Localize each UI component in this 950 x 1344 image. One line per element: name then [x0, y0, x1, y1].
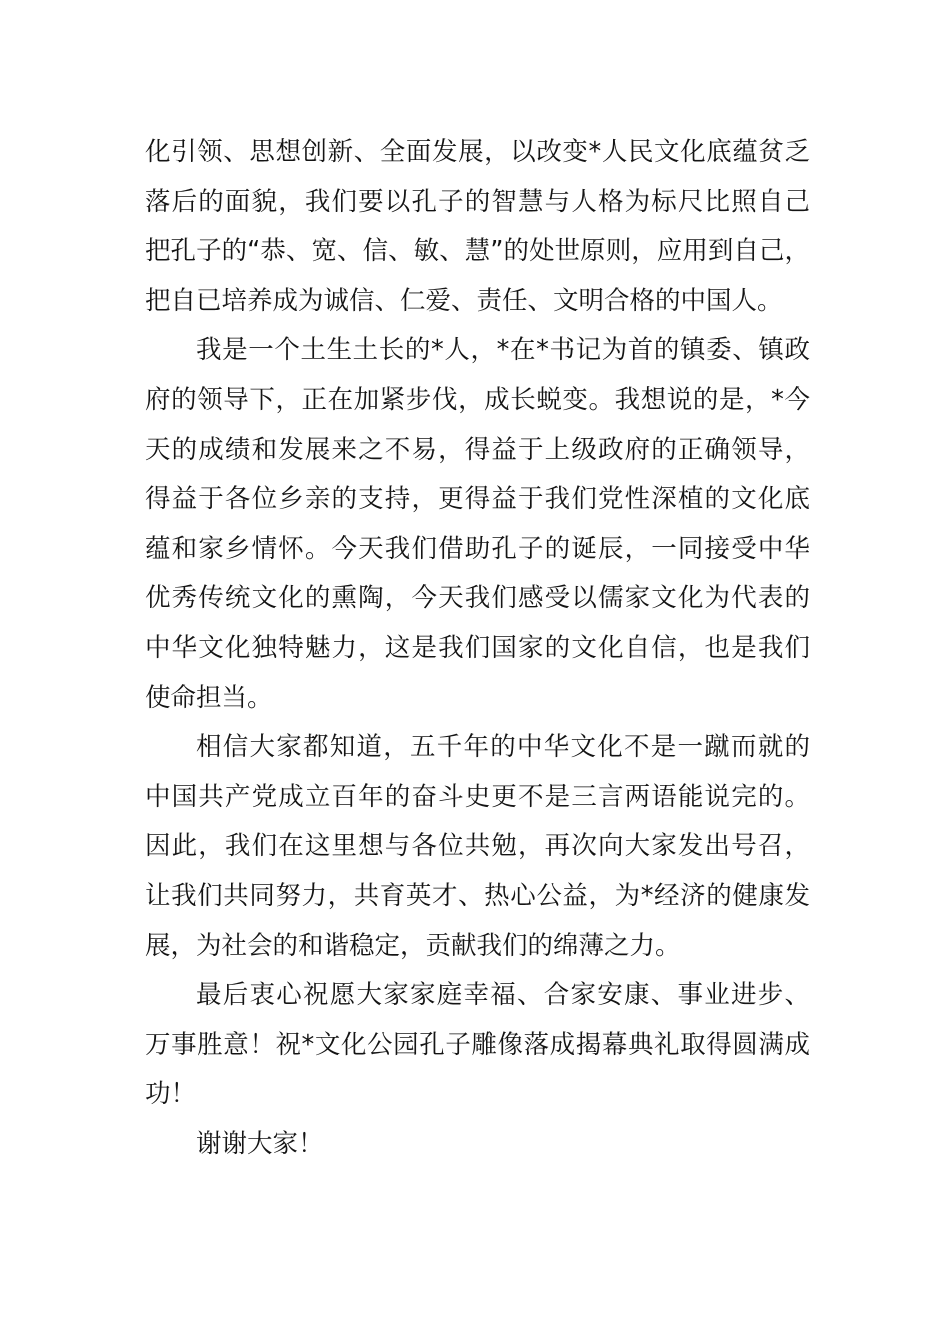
paragraph-2-line-4: 得益于各位乡亲的支持，更得益于我们党性深植的文化底 — [145, 484, 810, 515]
paragraph-3-line-3: 因此，我们在这里想与各位共勉，再次向大家发出号召， — [145, 831, 810, 862]
paragraph-3-line-1: 相信大家都知道，五千年的中华文化不是一蹴而就的 — [196, 732, 810, 763]
paragraph-4-line-3: 功！ — [145, 1079, 197, 1110]
paragraph-2-line-3: 天的成绩和发展来之不易，得益于上级政府的正确领导， — [145, 434, 810, 465]
paragraph-2-line-2: 府的领导下，正在加紧步伐，成长蜕变。我想说的是，*今 — [145, 384, 810, 415]
paragraph-2-line-1: 我是一个土生土长的*人，*在*书记为首的镇委、镇政 — [196, 335, 810, 366]
paragraph-2-line-7: 中华文化独特魅力，这是我们国家的文化自信，也是我们 — [145, 632, 810, 663]
paragraph-1-line-2: 落后的面貌，我们要以孔子的智慧与人格为标尺比照自己 — [145, 186, 810, 217]
paragraph-5-line-1: 谢谢大家！ — [196, 1128, 324, 1159]
paragraph-4-line-2: 万事胜意！祝*文化公园孔子雕像落成揭幕典礼取得圆满成 — [145, 1029, 810, 1060]
paragraph-1-line-1: 化引领、思想创新、全面发展，以改变*人民文化底蕴贫乏 — [145, 137, 810, 167]
paragraph-2-line-8: 使命担当。 — [145, 682, 273, 713]
paragraph-3-line-4: 让我们共同努力，共育英才、热心公益，为*经济的健康发 — [145, 880, 810, 911]
paragraph-3-line-5: 展，为社会的和谐稳定，贡献我们的绵薄之力。 — [145, 930, 681, 961]
paragraph-4-line-1: 最后衷心祝愿大家家庭幸福、合家安康、事业进步、 — [196, 980, 810, 1011]
paragraph-3-line-2: 中国共产党成立百年的奋斗史更不是三言两语能说完的。 — [145, 781, 810, 812]
paragraph-2-line-6: 优秀传统文化的熏陶，今天我们感受以儒家文化为代表的 — [145, 583, 810, 614]
paragraph-1-line-3: 把孔子的“恭、宽、信、敏、慧”的处世原则，应用到自己， — [145, 236, 810, 267]
paragraph-1-line-4: 把自已培养成为诚信、仁爱、责任、文明合格的中国人。 — [145, 285, 783, 316]
document-body — [145, 128, 810, 1169]
paragraph-2-line-5: 蕴和家乡情怀。今天我们借助孔子的诞辰，一同接受中华 — [145, 533, 810, 564]
